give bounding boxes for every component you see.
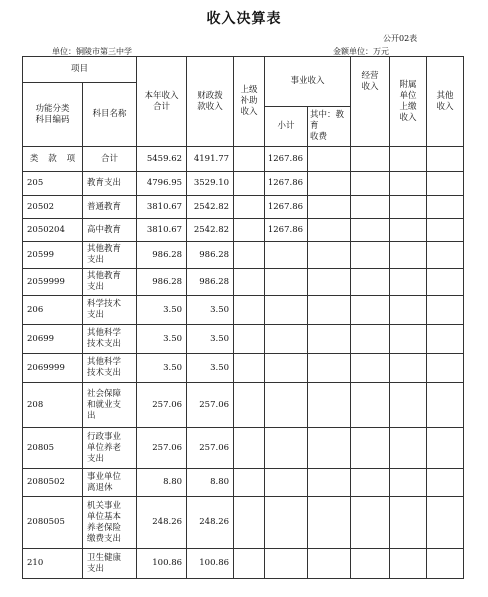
unit-label: 单位： [52,47,76,56]
header-career: 事业收入 [265,57,351,107]
row-edu-fee [308,242,351,269]
table-row [23,242,464,269]
header-subject-name: 科目名称 [83,83,137,147]
row-code: 20699 [23,325,83,354]
form-number: 公开02表 [383,34,418,43]
table-row [23,428,464,469]
row-total: 8.80 [137,469,187,497]
row-affiliated [390,219,427,242]
table-row [23,196,464,219]
table-row [23,296,464,325]
row-other [427,428,464,469]
header-affiliated: 附属 单位 上缴 收入 [390,57,427,147]
row-upper-subsidy [234,325,265,354]
row-subtotal: 1267.86 [265,147,308,172]
table-row [23,497,464,549]
row-code: 20502 [23,196,83,219]
row-fiscal: 3529.10 [187,172,234,196]
header-subtotal: 小计 [265,107,308,147]
row-business [351,219,390,242]
row-total: 257.06 [137,428,187,469]
row-subtotal [265,497,308,549]
kind-lei: 类 [29,153,39,164]
row-business [351,242,390,269]
row-business [351,296,390,325]
table-row [23,219,464,242]
row-total: 4796.95 [137,172,187,196]
row-affiliated [390,354,427,383]
row-name: 机关事业 单位基本 养老保险 缴费支出 [83,497,137,549]
row-subtotal: 1267.86 [265,219,308,242]
row-total: 248.26 [137,497,187,549]
row-edu-fee [308,497,351,549]
row-fiscal: 257.06 [187,383,234,428]
row-upper-subsidy [234,147,265,172]
row-business [351,325,390,354]
row-code: 2080505 [23,497,83,549]
row-code: 208 [23,383,83,428]
row-subtotal [265,325,308,354]
row-total: 3.50 [137,325,187,354]
row-subtotal [265,383,308,428]
row-business [351,383,390,428]
table-row [23,269,464,296]
header-edu-fee: 其中：教育 收费 [308,107,351,147]
row-business [351,269,390,296]
row-affiliated [390,172,427,196]
row-code: 206 [23,296,83,325]
row-business [351,497,390,549]
row-subtotal [265,428,308,469]
income-table [22,56,464,579]
header-other: 其他 收入 [427,57,464,147]
row-edu-fee [308,172,351,196]
row-affiliated [390,497,427,549]
table-row [23,383,464,428]
row-code: 2080502 [23,469,83,497]
row-code: 205 [23,172,83,196]
row-total: 986.28 [137,242,187,269]
row-name: 社会保障 和就业支 出 [83,383,137,428]
row-name: 其他科学 技术支出 [83,354,137,383]
header-fiscal: 财政拨 款收入 [187,57,234,147]
row-upper-subsidy [234,354,265,383]
row-upper-subsidy [234,172,265,196]
header-total-income: 本年收入 合计 [137,57,187,147]
unit-name: 铜陵市第三中学 [76,47,132,56]
row-subtotal [265,354,308,383]
row-edu-fee [308,219,351,242]
row-edu-fee [308,549,351,579]
row-other [427,196,464,219]
row-upper-subsidy [234,428,265,469]
row-fiscal: 100.86 [187,549,234,579]
row-upper-subsidy [234,196,265,219]
row-upper-subsidy [234,242,265,269]
row-total: 5459.62 [137,147,187,172]
row-other [427,383,464,428]
row-edu-fee [308,196,351,219]
row-business [351,354,390,383]
row-upper-subsidy [234,497,265,549]
row-affiliated [390,196,427,219]
row-total: 257.06 [137,383,187,428]
row-code: 20805 [23,428,83,469]
row-fiscal: 3.50 [187,354,234,383]
total-label: 合计 [83,147,137,172]
row-upper-subsidy [234,549,265,579]
row-total: 986.28 [137,269,187,296]
row-name: 事业单位 离退休 [83,469,137,497]
row-edu-fee [308,269,351,296]
kind-xiang: 项 [66,153,76,164]
row-total: 3.50 [137,354,187,383]
row-other [427,172,464,196]
row-total: 3.50 [137,296,187,325]
row-other [427,269,464,296]
row-affiliated [390,269,427,296]
row-fiscal: 3.50 [187,296,234,325]
row-total: 3810.67 [137,196,187,219]
kind-cell [23,147,83,172]
kind-kuan: 款 [48,153,57,164]
row-business [351,428,390,469]
row-name: 其他教育 支出 [83,269,137,296]
row-business [351,549,390,579]
table-row [23,549,464,579]
row-affiliated [390,383,427,428]
row-upper-subsidy [234,219,265,242]
row-edu-fee [308,428,351,469]
row-subtotal [265,269,308,296]
row-edu-fee [308,147,351,172]
row-affiliated [390,242,427,269]
row-fiscal: 8.80 [187,469,234,497]
row-name: 高中教育 [83,219,137,242]
row-code: 2050204 [23,219,83,242]
header-item: 项目 [23,57,137,83]
row-affiliated [390,325,427,354]
row-subtotal [265,242,308,269]
row-business [351,196,390,219]
row-code: 2069999 [23,354,83,383]
row-name: 普通教育 [83,196,137,219]
header-func-code: 功能分类 科目编码 [23,83,83,147]
row-upper-subsidy [234,269,265,296]
row-code: 210 [23,549,83,579]
row-edu-fee [308,296,351,325]
row-fiscal: 2542.82 [187,219,234,242]
row-other [427,549,464,579]
row-edu-fee [308,469,351,497]
row-upper-subsidy [234,469,265,497]
row-affiliated [390,469,427,497]
money-unit: 金额单位：万元 [333,47,389,56]
row-business [351,147,390,172]
row-name: 其他教育 支出 [83,242,137,269]
row-name: 科学技术 支出 [83,296,137,325]
row-fiscal: 4191.77 [187,147,234,172]
row-fiscal: 986.28 [187,269,234,296]
row-affiliated [390,549,427,579]
row-other [427,219,464,242]
row-name: 其他科学 技术支出 [83,325,137,354]
row-code: 20599 [23,242,83,269]
row-affiliated [390,296,427,325]
row-fiscal: 3.50 [187,325,234,354]
row-other [427,147,464,172]
table-row [23,325,464,354]
row-subtotal: 1267.86 [265,196,308,219]
row-other [427,242,464,269]
row-subtotal [265,549,308,579]
row-other [427,354,464,383]
row-fiscal: 986.28 [187,242,234,269]
row-name: 行政事业 单位养老 支出 [83,428,137,469]
row-affiliated [390,428,427,469]
row-subtotal [265,296,308,325]
row-business [351,469,390,497]
table-row [23,172,464,196]
row-code: 2059999 [23,269,83,296]
row-other [427,469,464,497]
header-business: 经营 收入 [351,57,390,147]
row-name: 教育支出 [83,172,137,196]
row-business [351,172,390,196]
row-edu-fee [308,383,351,428]
row-affiliated [390,147,427,172]
page-title: 收入决算表 [206,11,282,27]
row-subtotal: 1267.86 [265,172,308,196]
row-other [427,325,464,354]
row-fiscal: 2542.82 [187,196,234,219]
row-total: 100.86 [137,549,187,579]
table-row [23,469,464,497]
row-upper-subsidy [234,383,265,428]
row-fiscal: 248.26 [187,497,234,549]
row-upper-subsidy [234,296,265,325]
header-upper-subsidy: 上级 补助 收入 [234,57,265,147]
row-edu-fee [308,325,351,354]
row-subtotal [265,469,308,497]
row-other [427,497,464,549]
row-name: 卫生健康 支出 [83,549,137,579]
row-fiscal: 257.06 [187,428,234,469]
table-row [23,354,464,383]
row-total: 3810.67 [137,219,187,242]
row-edu-fee [308,354,351,383]
row-other [427,296,464,325]
